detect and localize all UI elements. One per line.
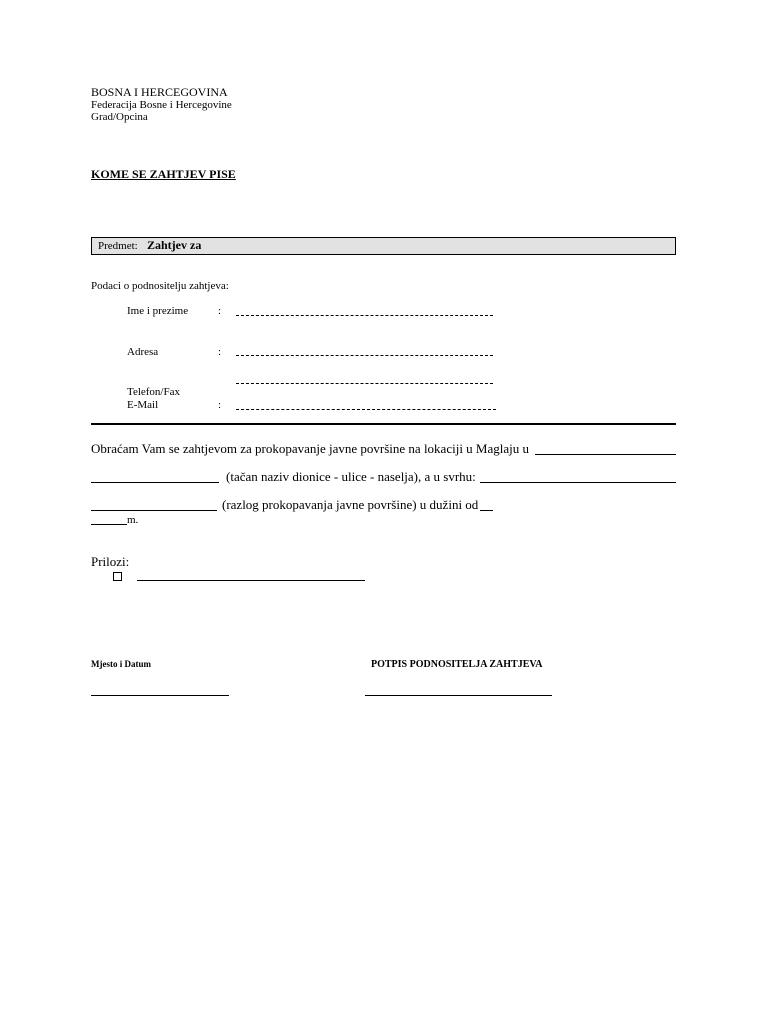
length-unit: m. bbox=[127, 514, 139, 526]
field-colon-address: : bbox=[218, 346, 222, 358]
location-field-line[interactable] bbox=[535, 454, 676, 455]
field-label-phone: Telefon/Fax bbox=[127, 386, 180, 398]
recipient-title: KOME SE ZAHTJEV PISE bbox=[91, 167, 236, 181]
header-country: BOSNA I HERCEGOVINA bbox=[91, 85, 228, 99]
place-date-label: Mjesto i Datum bbox=[91, 659, 151, 669]
field-label-name: Ime i prezime bbox=[127, 305, 189, 317]
header-federation: Federacija Bosne i Hercegovine bbox=[91, 99, 232, 111]
signature-line[interactable] bbox=[365, 695, 552, 696]
subject-value: Zahtjev za bbox=[147, 238, 202, 252]
body-line-3: (razlog prokopavanja javne površine) u dužini od bbox=[222, 497, 479, 512]
reason-field-line[interactable] bbox=[91, 510, 217, 511]
phone-field-line[interactable] bbox=[236, 383, 493, 384]
purpose-field-line[interactable] bbox=[480, 482, 676, 483]
subject-box bbox=[91, 237, 676, 255]
place-date-line[interactable] bbox=[91, 695, 229, 696]
address-field-line[interactable] bbox=[236, 355, 493, 356]
attachment-field-line[interactable] bbox=[137, 580, 365, 581]
body-line-2: (tačan naziv dionice - ulice - naselja), a u svrhu: bbox=[226, 469, 476, 484]
subject-label: Predmet: bbox=[98, 240, 138, 252]
attachment-checkbox[interactable] bbox=[113, 572, 122, 581]
header-city: Grad/Opcina bbox=[91, 111, 148, 123]
length-field-line-start[interactable] bbox=[480, 510, 493, 511]
applicant-signature-label: POTPIS PODNOSITELJA ZAHTJEVA bbox=[371, 659, 543, 670]
field-colon-email: : bbox=[218, 399, 222, 411]
body-line-1: Obraćam Vam se zahtjevom za prokopavanje javne površine na lokaciji u Maglaju u bbox=[91, 441, 530, 456]
field-label-email: E-Mail bbox=[127, 399, 159, 411]
field-colon-name: : bbox=[218, 305, 222, 317]
attachments-label: Prilozi: bbox=[91, 554, 130, 569]
length-field-line[interactable] bbox=[91, 524, 127, 525]
name-field-line[interactable] bbox=[236, 315, 493, 316]
field-label-address: Adresa bbox=[127, 346, 159, 358]
street-field-line[interactable] bbox=[91, 482, 219, 483]
applicant-heading: Podaci o podnositelju zahtjeva: bbox=[91, 280, 229, 292]
email-field-line[interactable] bbox=[236, 409, 496, 410]
section-divider bbox=[91, 423, 676, 425]
